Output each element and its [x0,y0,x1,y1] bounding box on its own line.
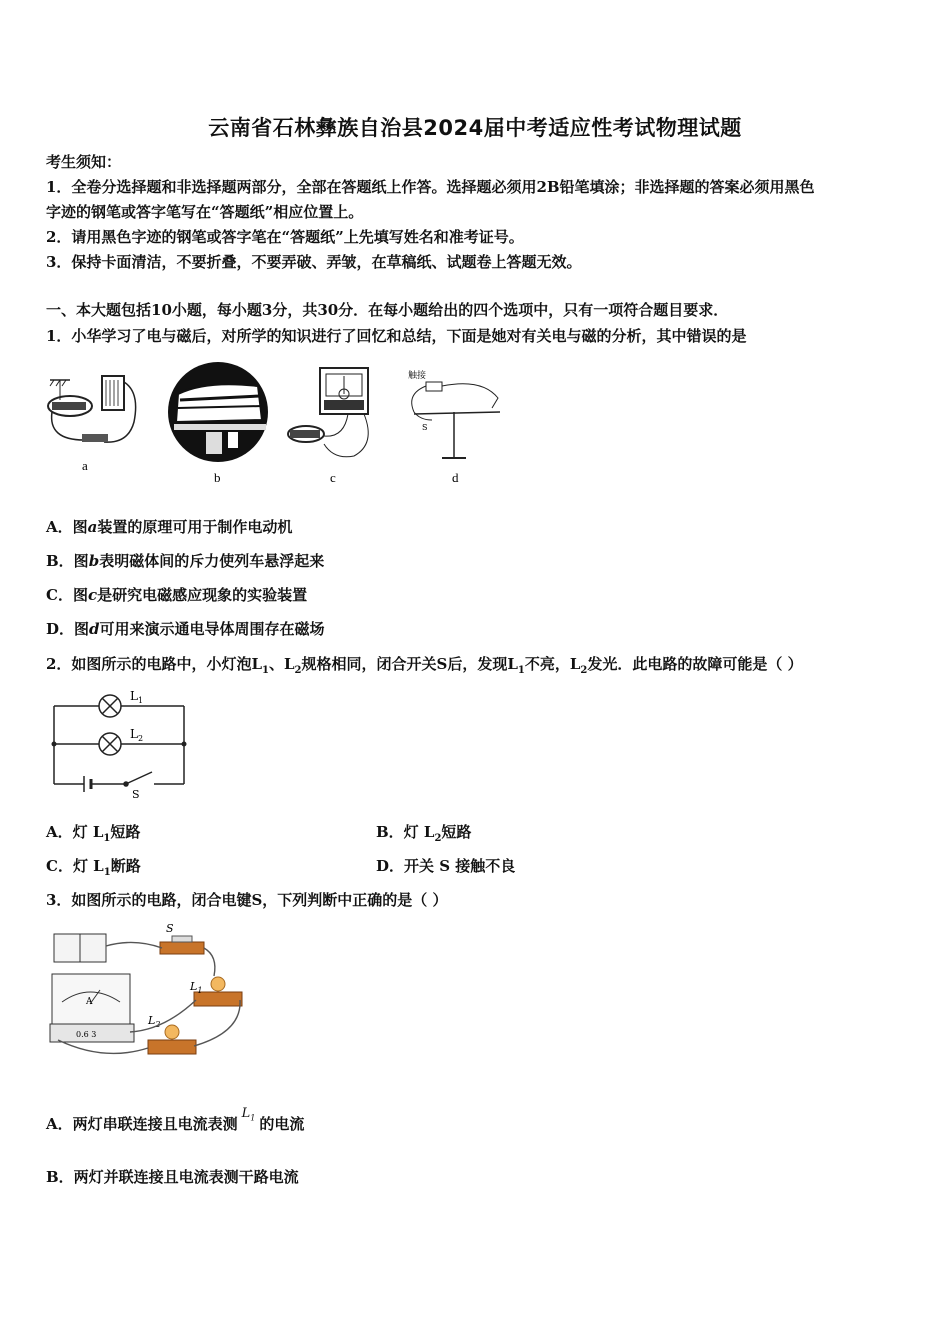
question-3-stem: 3．如图所示的电路，闭合电键S，下列判断中正确的是（ ） [46,891,448,909]
q3-option-b[interactable]: B．两灯并联连接且电流表测干路电流 [46,1168,299,1186]
section-heading: 一、本大题包括10小题，每小题3分，共30分．在每小题给出的四个选项中，只有一项符合题目要求． [46,301,729,319]
notice-heading: 考生须知： [46,153,122,171]
q1-fig-b-label: b [214,470,221,485]
notice-item-3: 3．保持卡面清洁，不要折叠，不要弄破、弄皱，在草稿纸、试题卷上答题无效。 [46,253,582,271]
svg-text:L1: $L_1$ [130,689,144,705]
q3-option-a[interactable]: A．两灯串联连接且电流表测$L_1$ 的电流 [46,1106,305,1133]
svg-text:L1: $L_1$ [190,980,203,995]
q3-ammeter-label: A [86,997,93,1007]
q1-fig-d-touch-label: 触接 [408,371,427,381]
q1-figure-a [44,362,144,482]
q2-option-c[interactable]: C．灯 $L_1$断路 [46,857,141,878]
q3-circuit-photo [44,920,254,1070]
q3-ammeter-scale: 0.6 3 [76,1030,97,1039]
svg-text:L2: $L_2$ [130,727,144,743]
q1-fig-c-label: c [330,470,336,485]
q2-option-a[interactable]: A．灯 $L_1$短路 [46,823,141,844]
q2-option-b[interactable]: B．灯 $L_2$短路 [376,823,472,844]
q2-switch-label: S [132,788,140,800]
q1-fig-d-label: d [452,470,459,485]
q2-circuit-diagram [44,688,194,800]
q1-option-d[interactable]: D．图d可用来演示通电导体周围存在磁场 [46,620,325,638]
svg-text:S: S [422,423,428,432]
svg-text:L2: $L_2$ [148,1014,161,1029]
q2-option-d[interactable]: D．开关 S 接触不良 [376,857,516,875]
q1-figure-c [284,364,394,486]
notice-item-2: 2．请用黑色字迹的钢笔或答字笔在“答题纸”上先填写姓名和准考证号。 [46,228,524,246]
q1-fig-a-label: a [82,458,88,473]
q1-option-b[interactable]: B．图b表明磁体间的斥力使列车悬浮起来 [46,552,325,570]
page-title: 云南省石林彝族自治县2024届中考适应性考试物理试题 [208,116,742,140]
question-1-stem: 1．小华学习了电与磁后，对所学的知识进行了回忆和总结，下面是她对有关电与磁的分析，其中错误的是 [46,327,747,345]
q1-option-a[interactable]: A．图a装置的原理可用于制作电动机 [46,518,293,536]
notice-item-1: 1．全卷分选择题和非选择题两部分，全部在答题纸上作答。选择题必须用2B铅笔填涂；非选择题的答案必须用黑色 [46,178,815,196]
question-2-stem: 2．如图所示的电路中，小灯泡$L_1$、$L_2$规格相同，闭合开关S后，发现$L_1$不亮，$L_2$发光．此电路的故障可能是（ ） [46,655,803,676]
q1-option-c[interactable]: C．图c是研究电磁感应现象的实验装置 [46,586,308,604]
notice-item-1-cont: 字迹的钢笔或答字笔写在“答题纸”相应位置上。 [46,203,364,221]
q1-figure-d [402,364,512,486]
q3-switch-label: S [166,922,174,935]
q1-figure-b [166,356,276,486]
